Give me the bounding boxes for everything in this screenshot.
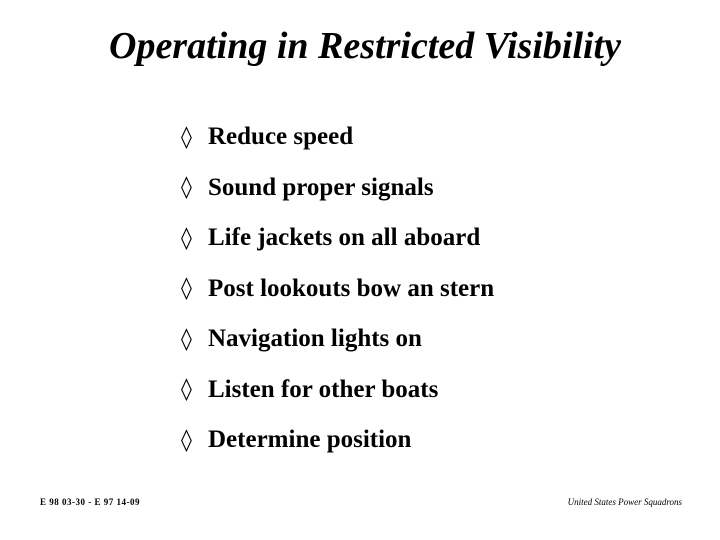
- bullet-text: Post lookouts bow an stern: [208, 274, 495, 302]
- bullet-item: [181, 415, 494, 466]
- bullet-text: Life jackets on all aboard: [208, 224, 481, 252]
- bullet-item: [181, 213, 494, 264]
- bullet-text: Determine position: [208, 426, 412, 454]
- diamond-bullet-icon: ◊: [181, 326, 192, 352]
- diamond-bullet-icon: ◊: [181, 175, 192, 201]
- bullet-item: [181, 112, 494, 163]
- slide-title: Operating in Restricted Visibility: [109, 25, 621, 67]
- bullet-text: Reduce speed: [208, 123, 354, 151]
- footer-organization: United States Power Squadrons: [567, 497, 682, 507]
- bullet-item: [181, 163, 494, 214]
- bullet-item: [181, 365, 494, 416]
- bullet-list: [181, 112, 494, 466]
- diamond-bullet-icon: ◊: [181, 225, 192, 251]
- bullet-text: Sound proper signals: [208, 173, 434, 201]
- bullet-item: [181, 314, 494, 365]
- diamond-bullet-icon: ◊: [181, 377, 192, 403]
- diamond-bullet-icon: ◊: [181, 124, 192, 150]
- bullet-text: Navigation lights on: [208, 325, 422, 353]
- bullet-item: [181, 264, 494, 315]
- bullet-text: Listen for other boats: [208, 375, 439, 403]
- diamond-bullet-icon: ◊: [181, 427, 192, 453]
- footer-code: E 98 03-30 - E 97 14-09: [40, 497, 140, 507]
- diamond-bullet-icon: ◊: [181, 276, 192, 302]
